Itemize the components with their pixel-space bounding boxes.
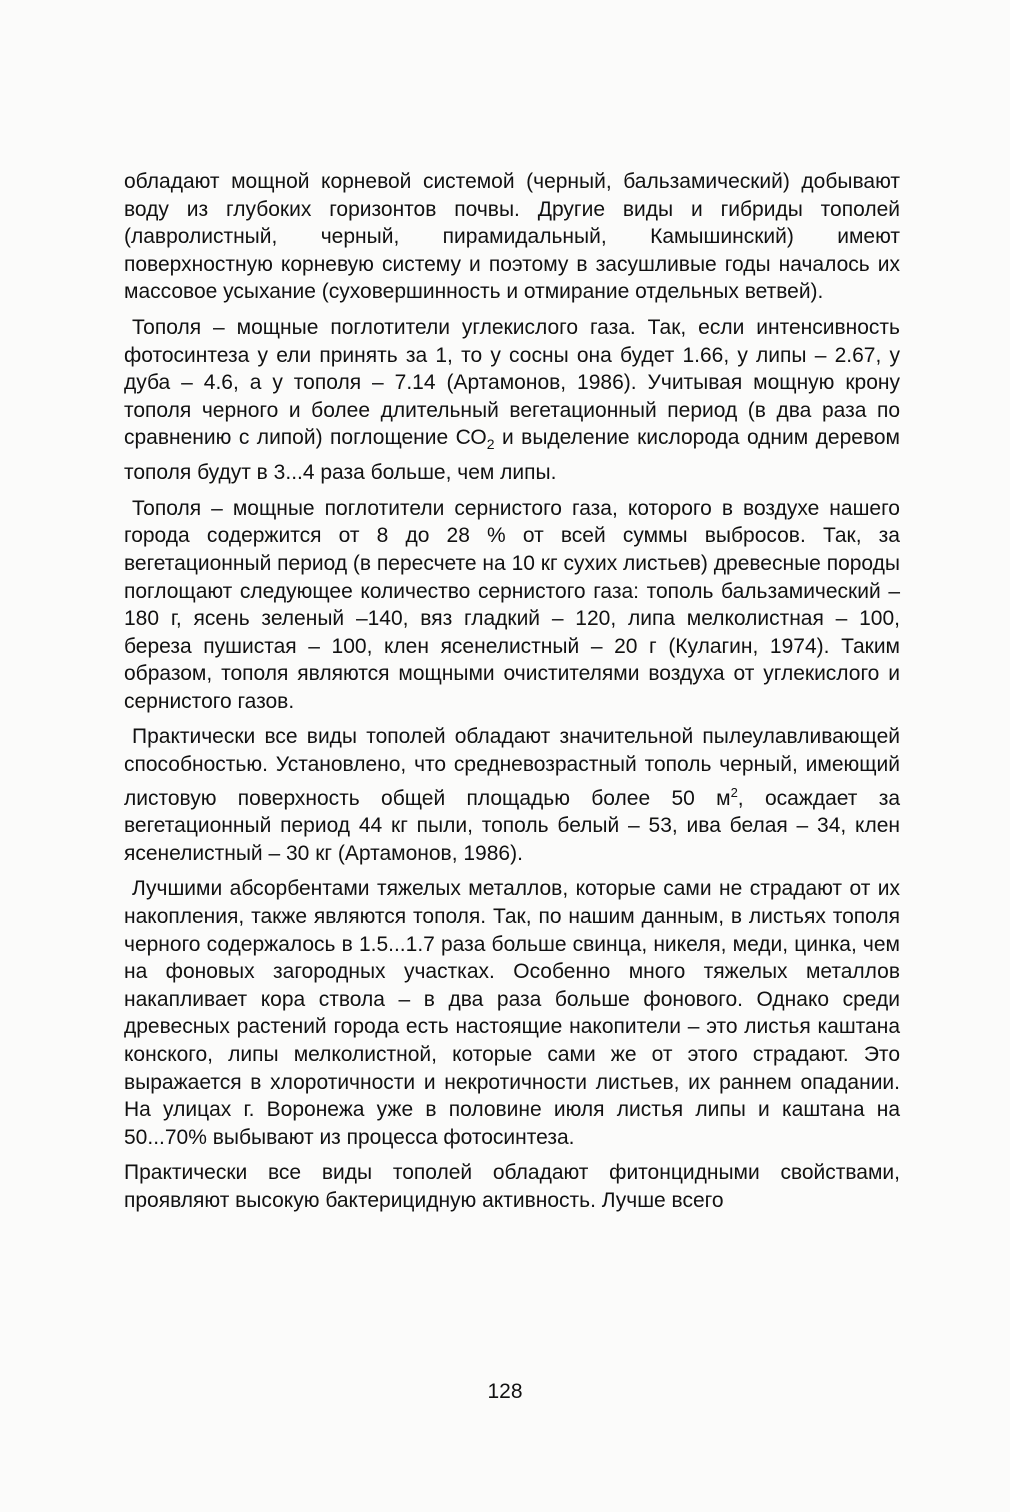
paragraph-carbon-dioxide-part2: и выделение кислорода одним деревом тополя будут в 3...4 раза больше, чем липы. xyxy=(124,426,900,485)
paragraph-sulfur-dioxide: Тополя – мощные поглотители сернистого газа, которого в воздухе нашего города содержится от 8 до 28 % от всей суммы выбросов. Так, за вегетационный период (в пересчете на 10 кг сухих листьев) древесные породы поглощают следующее количество сернистого газа: тополь бальзамический – 180 г, ясень зеленый –140, вяз гладкий – 120, липа мелколистная – 100, береза пушистая – 100, клен ясенелистный – 20 г (Кулагин, 1974). Таким образом, тополя являются мощными очистителями воздуха от углекислого и сернистого газов. xyxy=(124,496,900,713)
paragraph-dust xyxy=(124,723,900,867)
paragraph-phytoncides: Практически все виды тополей обладают фитонцидными свойствами, проявляют высокую бактерицидную активность. Лучше всего xyxy=(124,1161,900,1212)
body-text xyxy=(124,168,900,1223)
paragraph-root-system: обладают мощной корневой системой (черный, бальзамический) добывают воду из глубоких горизонтов почвы. Другие виды и гибриды тополей (лавролистный, черный, пирамидальный, Камышинский) имеют поверхностную корневую систему и поэтому в засушливые годы началось их массовое усыхание (суховершинность и отмирание отдельных ветвей). xyxy=(124,170,900,304)
paragraph-heavy-metals: Лучшими абсорбентами тяжелых металлов, которые сами не страдают от их накопления, также являются тополя. Так, по нашим данным, в листьях тополя черного содержалось в 1.5...1.7 раза больше свинца, никеля, меди, цинка, чем на фоновых загородных участках. Особенно много тяжелых металлов накапливает кора ствола – в два раза больше фонового. Однако среди древесных растений города есть настоящие накопители – это листья каштана конского, липы мелколистной, которые сами же от этого страдают. Это выражается в хлоротичности и некротичности листьев, их раннем опадании. На улицах г. Воронежа уже в половине июля листья липы и каштана на 50...70% выбывают из процесса фотосинтеза. xyxy=(124,877,900,1149)
paragraph-carbon-dioxide xyxy=(124,314,900,487)
paragraph-dust-part1: Практически все виды тополей обладают значительной пылеулавливающей способностью. Установлено, что средневозрастный тополь черный, имеющий листовую поверхность общей площадью более 50 м xyxy=(124,725,900,810)
paragraph-carbon-dioxide-part1: Тополя – мощные поглотители углекислого газа. Так, если интенсивность фотосинтеза у ели принять за 1, то у сосны она будет 1.66, у липы – 2.67, у дуба – 4.6, а у тополя – 7.14 (Артамонов, 1986). Учитывая мощную крону тополя черного и более длительный вегетационный период (в два раза по сравнению с липой) поглощение СО xyxy=(124,315,900,450)
page-number: 128 xyxy=(487,1380,523,1403)
co2-subscript: 2 xyxy=(486,436,495,453)
square-meter-superscript: 2 xyxy=(730,784,738,800)
paragraph-dust-part2: , осаждает за вегетационный период 44 кг пыли, тополь белый – 53, ива белая – 34, клен ясенелистный – 30 кг (Артамонов, 1986). xyxy=(124,786,901,865)
